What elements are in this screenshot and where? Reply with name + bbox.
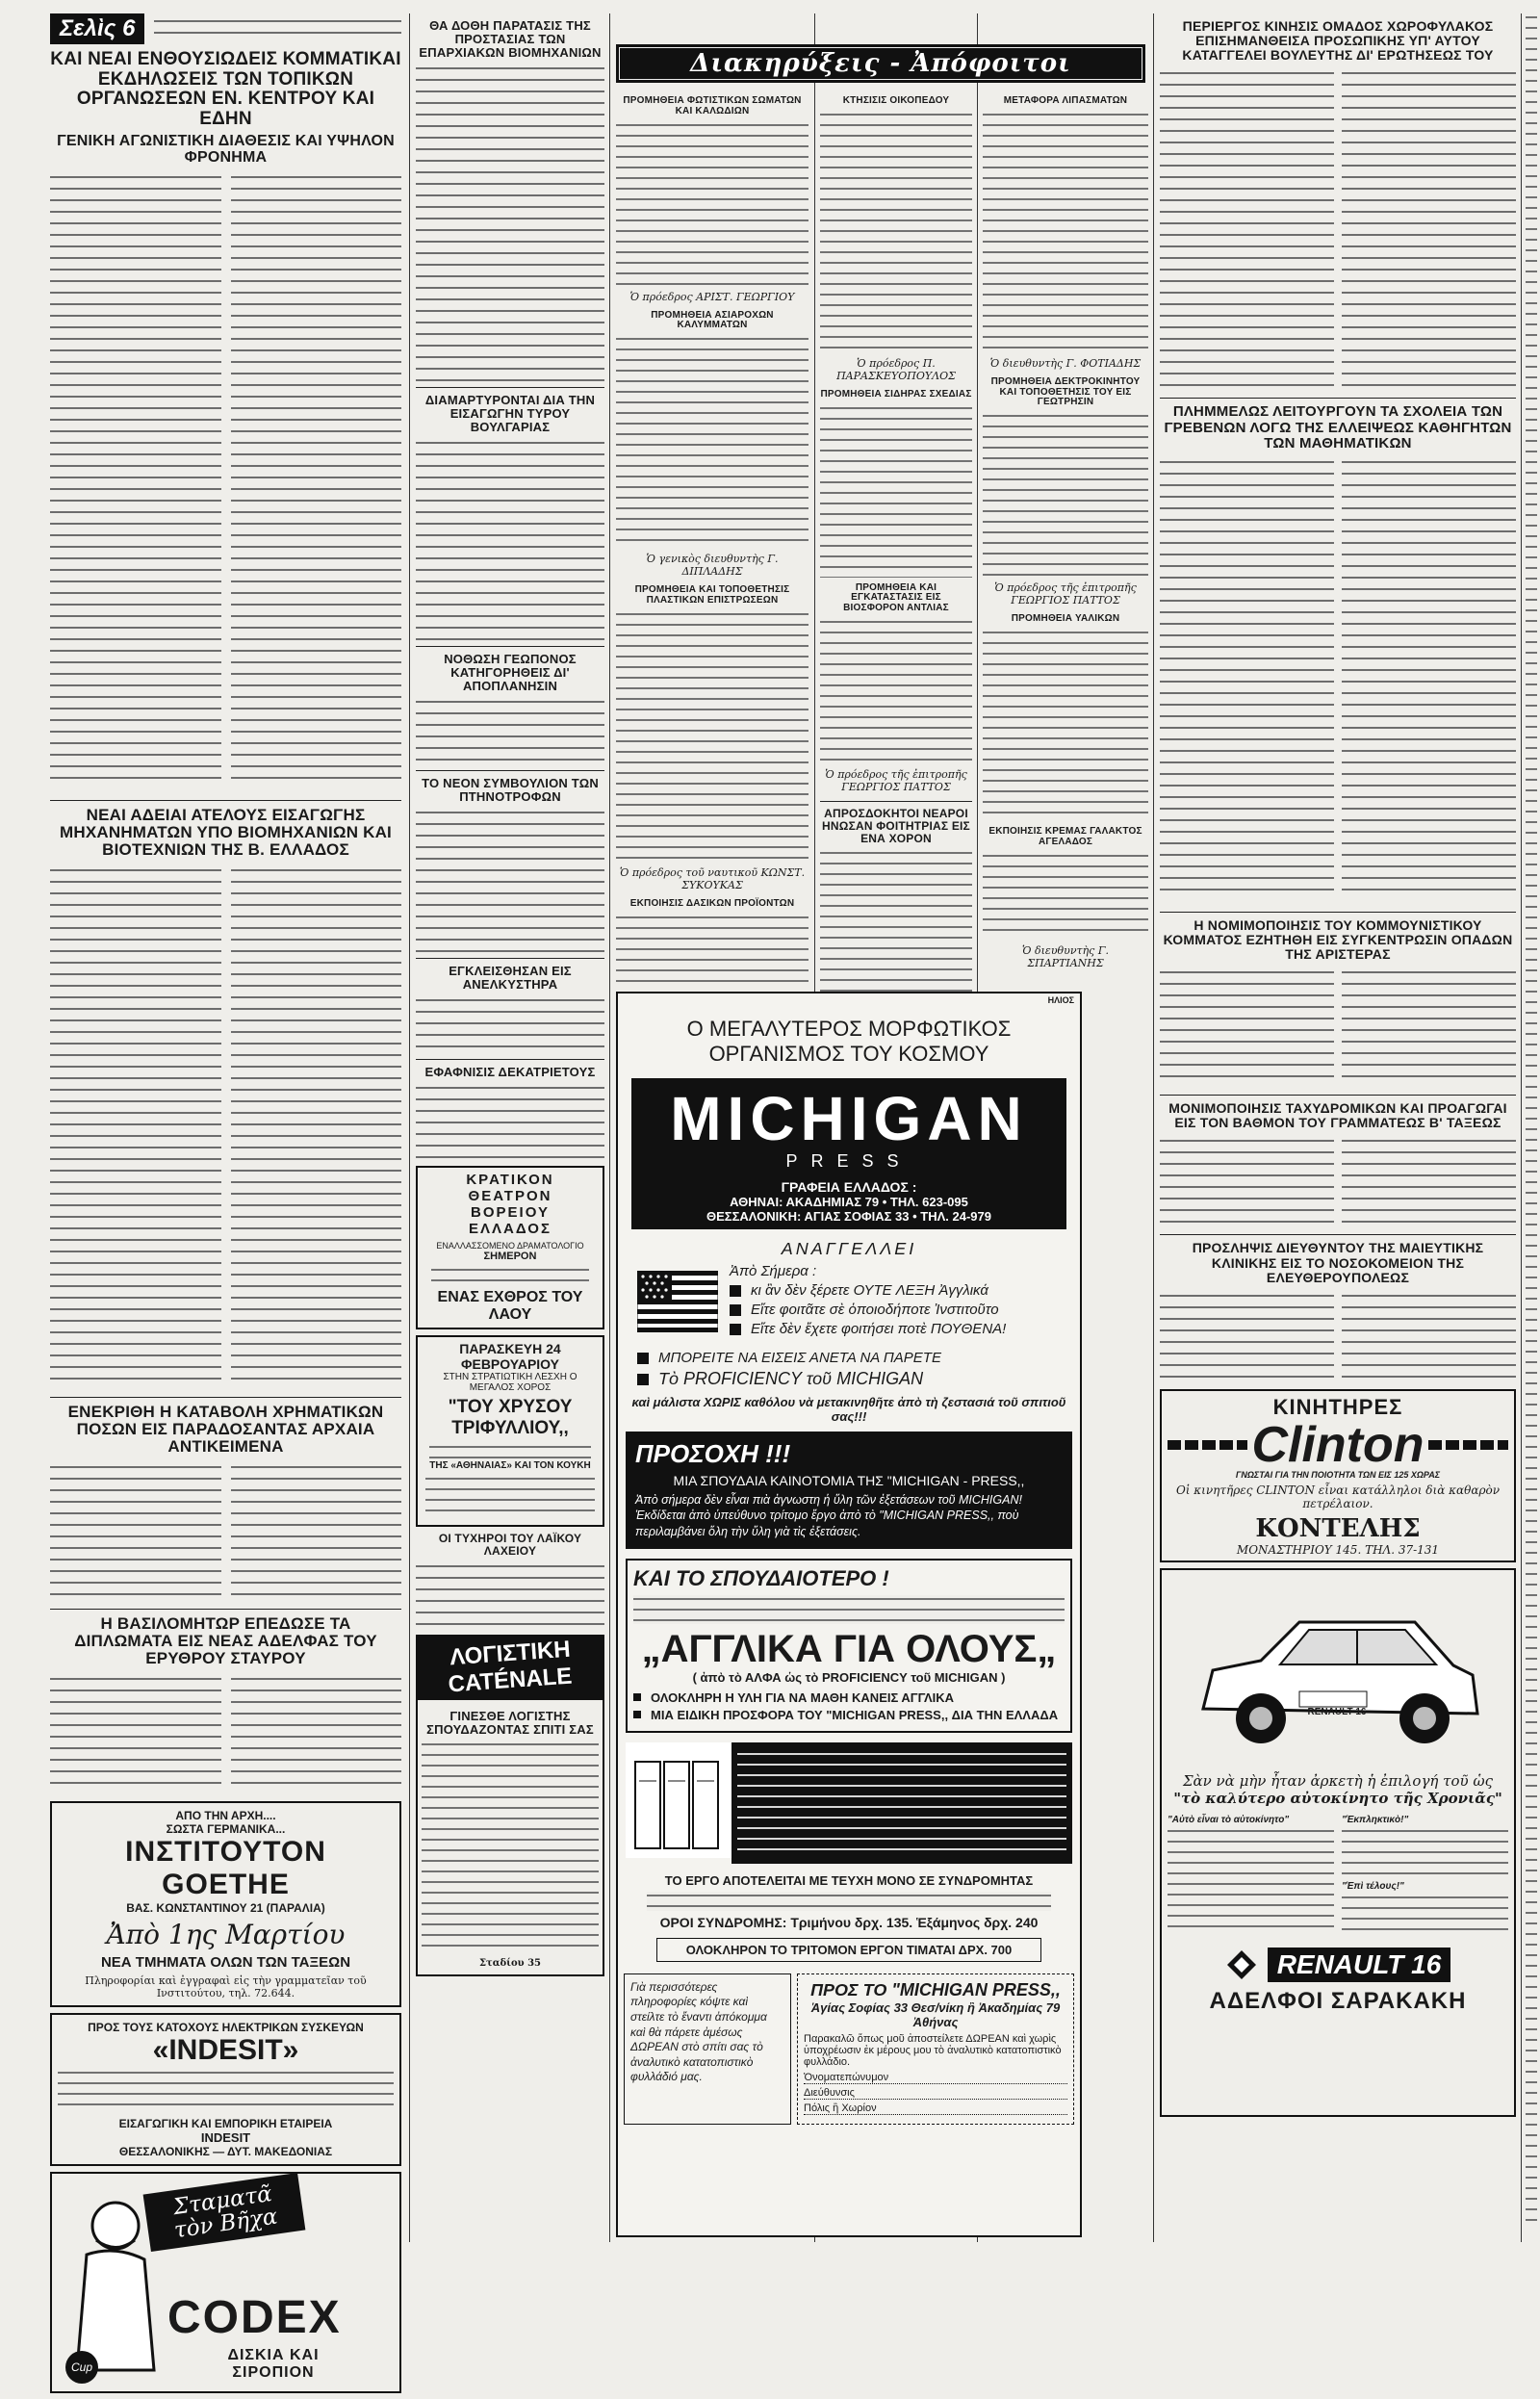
ad-agency-tag: ΗΛΙΟΣ [1047,995,1074,1005]
banner-title: Διακηρύξεις - Ἀπόφοιτοι [690,49,1071,78]
michigan-brand: MICHIGAN [670,1084,1028,1153]
clinton-top: ΚΙΝΗΤΗΡΕΣ [1272,1394,1403,1419]
michigan-logo-block [631,1078,1066,1229]
theater-l2: ΘΕΑΤΡΟΝ [468,1188,552,1205]
michigan-lead-2: ΟΡΓΑΝΙΣΜΟΣ ΤΟΥ ΚΟΣΜΟΥ [708,1042,989,1066]
renault-slogan-1: Σὰν νὰ μὴν ἦταν ἀρκετὴ ἡ ἐπιλογή τοῦ ὡς [1182,1771,1494,1790]
signature-1: Ὁ πρόεδρος ΑΡΙΣΤ. ΓΕΩΡΓΙΟΥ [629,290,795,303]
michigan-from: Ἀπὸ Σήμερα : [730,1263,817,1279]
michigan-attention: ΠΡΟΣΟΧΗ !!! [635,1439,791,1468]
clinton-address: ΜΟΝΑΣΤΗΡΙΟΥ 145. ΤΗΛ. 37-131 [1236,1542,1440,1557]
headline-elevator: ΕΓΚΛΕΙΣΘΗΣΑΝ ΕΙΣ ΑΝΕΛΚΥΣΤΗΡΑ [449,964,572,993]
renault-diamond-icon [1225,1948,1258,1981]
headline-bulgarian-cheese: ΔΙΑΜΑΡΤΥΡΟΝΤΑΙ ΔΙΑ ΤΗΝ ΕΙΣΑΓΩΓΗΝ ΤΥΡΟΥ ΒΟΥΛΓΑΡΙΑΣ [424,393,596,435]
clinton-tag: ΓΝΩΣΤΑΙ ΓΙΑ ΤΗΝ ΠΟΙΟΤΗΤΑ ΤΩΝ ΕΙΣ 125 ΧΩΡΑΣ [1235,1469,1441,1480]
subhead-fighting-spirit: ΓΕΝΙΚΗ ΑΓΩΝΙΣΤΙΚΗ ΔΙΑΘΕΣΙΣ ΚΑΙ ΥΨΗΛΟΝ ΦΡΟΝΗΜΑ [57,133,395,167]
headline-machinery-imports: ΝΕΑΙ ΑΔΕΙΑΙ ΑΤΕΛΟΥΣ ΕΙΣΑΓΩΓΗΣ ΜΗΧΑΝΗΜΑΤΩΝ ΥΠΟ ΒΙΟΜΗΧΑΝΙΩΝ ΚΑΙ ΒΙΟΤΕΧΝΙΩΝ ΤΗΣ Β. ΕΛΛΑΔΟΣ [60,805,392,860]
signature-7: Ὁ πρόεδρος τῆς ἐπιτροπῆς ΓΕΩΡΓΙΟΣ ΠΑΤΤΟΣ [994,581,1137,607]
renault-press-2: "Ἐκπληκτικὸ!" [1342,1814,1409,1825]
signature-6: Ὁ διευθυντὴς Γ. ΦΟΤΙΑΔΗΣ [989,356,1142,370]
codex-product: ΔΙΣΚΙΑ ΚΑΙ ΣΙΡΟΠΙΟΝ [227,2346,320,2381]
indesit-firm: ΕΙΣΑΓΩΓΙΚΗ ΚΑΙ ΕΜΠΟΡΙΚΗ ΕΤΑΙΡΕΙΑ [118,2116,333,2130]
catenale-ad [416,1635,604,1700]
codex-ad [50,2172,401,2393]
indesit-firm2: INDESIT [200,2129,251,2145]
catenale-l1: ΛΟΓΙΣΤΙΚΗ [449,1636,572,1671]
signature-8: Ὁ διευθυντὴς Γ. ΣΠΑΡΤΙΑΝΗΣ [1022,943,1109,969]
goethe-institute-ad [50,1801,401,2007]
indesit-top: ΠΡΟΣ ΤΟΥΣ ΚΑΤΟΧΟΥΣ ΗΛΕΚΤΡΙΚΩΝ ΣΥΣΚΕΥΩΝ [88,2020,364,2034]
headline-provincial-industries: ΘΑ ΔΟΘΗ ΠΑΡΑΤΑΣΙΣ ΤΗΣ ΠΡΟΣΤΑΣΙΑΣ ΤΩΝ ΕΠΑΡΧΙΑΚΩΝ ΒΙΟΜΗΧΑΝΙΩΝ [419,18,602,61]
michigan-full-price: ΟΛΟΚΛΗΡΟΝ ΤΟ ΤΡΙΤΟΜΟΝ ΕΡΓΟΝ ΤΙΜΑΤΑΙ ΔΡΧ. 700 [656,1938,1041,1962]
codex-maker: Cup [65,2351,98,2384]
clinton-dealer: ΚΟΝΤΕΛΗΣ [1255,1513,1421,1543]
michigan-bullet-3: Εἴτε δὲν ἔχετε φοιτήσει ποτὲ ΠΟΥΘΕΝΑ! [751,1321,1007,1337]
goethe-info: Πληροφορίαι καὶ ἐγγραφαὶ εἰς τὴν γραμματεῖαν τοῦ Ινστιτούτου, τηλ. 72.644. [85,1973,367,1999]
notice-pump: ΠΡΟΜΗΘΕΙΑ ΚΑΙ ΕΓΚΑΤΑΣΤΑΣΙΣ ΕΙΣ ΒΙΟΣΦΟΡΟΝ ΑΝΤΛΙΑΣ [843,581,949,614]
theater-play: ΕΝΑΣ ΕΧΘΡΟΣ ΤΟΥ ΛΑΟΥ [437,1289,583,1324]
column-5 [983,90,1148,977]
headline-agronomist: ΝΟΘΩΣΗ ΓΕΩΠΟΝΟΣ ΚΑΤΗΓΟΡΗΘΕΙΣ ΔΙ' ΑΠΟΠΛΑΝΗΣΙΝ [444,652,577,694]
michigan-title-sub: ( ἀπὸ τὸ ΑΛΦΑ ὡς τὸ PROFICIENCY τοῦ MICHIGAN ) [692,1669,1006,1685]
theater-ad [416,1166,604,1329]
signature-3: Ὁ πρόεδρος τοῦ ναυτικοῦ ΚΩΝΣΤ. ΣΥΚΟΥΚΑΣ [619,865,806,891]
catenale-l2: CATÉNALE [447,1663,574,1698]
page-header [50,13,401,44]
figure-illustration [58,2187,164,2380]
michigan-athens: ΑΘΗΝΑΙ: ΑΚΑΔΗΜΙΑΣ 79 • ΤΗΛ. 623-095 [730,1195,968,1209]
headline-party-events: ΚΑΙ ΝΕΑΙ ΕΝΘΟΥΣΙΩΔΕΙΣ ΚΟΜΜΑΤΙΚΑΙ ΕΚΔΗΛΩΣΕΙΣ ΤΩΝ ΤΟΠΙΚΩΝ ΟΡΓΑΝΩΣΕΩΝ ΕΝ. ΚΕΝΤΡΟΥ ΚΑΙ ΕΔΗΝ [50,49,401,129]
headline-students-dance: ΑΠΡΟΣΔΟΚΗΤΟΙ ΝΕΑΡΟΙ ΗΝΩΣΑΝ ΦΟΙΤΗΤΡΙΑΣ ΕΙΣ ΕΝΑ ΧΟΡΟΝ [822,806,970,845]
michigan-lead-1: Ο ΜΕΓΑΛΥΤΕΡΟΣ ΜΟΡΦΩΤΙΚΟΣ [686,1017,1012,1041]
dance-ad [416,1335,604,1527]
headline-maternity: ΠΡΟΣΛΗΨΙΣ ΔΙΕΥΘΥΝΤΟΥ ΤΗΣ ΜΑΙΕΥΤΙΚΗΣ ΚΛΙΝΙΚΗΣ ΕΙΣ ΤΟ ΝΟΣΟΚΟΜΕΙΟΝ ΤΗΣ ΕΛΕΥΘΕΡΟΥΠΟΛΕΩΣ [1192,1240,1484,1285]
michigan-offer-block [626,1559,1072,1733]
headline-postal: ΜΟΝΙΜΟΠΟΙΗΣΙΣ ΤΑΧΥΔΡΟΜΙΚΩΝ ΚΑΙ ΠΡΟΑΓΩΓΑΙ ΕΙΣ ΤΟΝ ΒΑΘΜΟΝ ΤΟΥ ΓΡΑΜΜΑΤΕΩΣ Β' ΤΑΞΕΩΣ [1168,1100,1507,1131]
headline-lottery: ΟΙ ΤΥΧΗΡΟΙ ΤΟΥ ΛΑΪΚΟΥ ΛΑΧΕΙΟΥ [438,1532,582,1559]
announcements-banner [616,44,1145,83]
theater-l3: ΒΟΡΕΙΟΥ [471,1204,550,1222]
catenale-l3: ΓΙΝΕΣΘΕ ΛΟΓΙΣΤΗΣ ΣΠΟΥΔΑΖΟΝΤΑΣ ΣΠΙΤΙ ΣΑΣ [426,1709,594,1738]
michigan-subscribers: ΤΟ ΕΡΓΟ ΑΠΟΤΕΛΕΙΤΑΙ ΜΕ ΤΕΥΧΗ ΜΟΝΟ ΣΕ ΣΥΝΔΡΟΜΗΤΑΣ [664,1872,1034,1888]
column-1 [50,13,401,2399]
michigan-thessaloniki: ΘΕΣΣΑΛΟΝΙΚΗ: ΑΓΙΑΣ ΣΟΦΙΑΣ 33 • ΤΗΛ. 24-979 [706,1209,991,1224]
notice-forest: ΕΚΠΟΙΗΣΙΣ ΔΑΣΙΚΩΝ ΠΡΟΪΟΝΤΩΝ [629,897,795,909]
headline-poultry-council: ΤΟ ΝΕΟΝ ΣΥΜΒΟΥΛΙΟΝ ΤΩΝ ΠΤΗΝΟΤΡΟΦΩΝ [422,776,599,805]
goethe-classes: ΝΕΑ ΤΜΗΜΑΤΑ ΟΛΩΝ ΤΩΝ ΤΑΞΕΩΝ [100,1953,351,1971]
column-3 [616,90,808,996]
notice-lighting: ΠΡΟΜΗΘΕΙΑ ΦΩΤΙΣΤΙΚΩΝ ΣΩΜΑΤΩΝ ΚΑΙ ΚΑΛΩΔΙΩΝ [623,95,802,116]
theater-l5: ΕΝΑΛΛΑΣΣΟΜΕΝΟ ΔΡΑΜΑΤΟΛΟΓΙΟ [436,1241,584,1251]
codex-slogan: Σταματᾶ τὸν Βῆχα [143,2173,306,2252]
car-plate: RENAULT 16 [1307,1706,1367,1717]
renault-press-1: "Αὐτὸ εἶναι τὸ αὐτοκίνητο" [1168,1814,1290,1825]
notice-plastic: ΠΡΟΜΗΘΕΙΑ ΚΑΙ ΤΟΠΟΘΕΤΗΣΙΣ ΠΛΑΣΤΙΚΩΝ ΕΠΙΣΤΡΩΣΕΩΝ [634,584,790,606]
notice-covers: ΠΡΟΜΗΘΕΙΑ ΑΣΙΑΡΟΧΩΝ ΚΑΛΥΜΜΑΤΩΝ [651,309,774,331]
michigan-announce: ΑΝΑΓΓΕΛΛΕΙ [781,1239,917,1258]
michigan-offices: ΓΡΑΦΕΙΑ ΕΛΛΑΔΟΣ : [781,1179,917,1195]
coupon-field-address[interactable]: Διεύθυνσις [804,2087,1067,2100]
notice-plot: ΚΤΗΣΙΣΙΣ ΟΙΚΟΠΕΔΟΥ [842,95,950,106]
headline-red-cross: Η ΒΑΣΙΛΟΜΗΤΩΡ ΕΠΕΔΩΣΕ ΤΑ ΔΙΠΛΩΜΑΤΑ ΕΙΣ ΝΕΑΣ ΑΔΕΛΦΑΣ ΤΟΥ ΕΡΥΘΡΟΥ ΣΤΑΥΡΟΥ [74,1613,377,1668]
michigan-bullet-4: ΜΠΟΡΕΙΤΕ ΝΑ ΕΙΣΕΙΣ ΑΝΕΤΑ ΝΑ ΠΑΡΕΤΕ [658,1350,941,1366]
catenale-foot: Σταδίου 35 [478,1958,541,1970]
michigan-books-block [626,1742,1072,1864]
adjacent-page-edge [1526,13,1537,2242]
theater-l6: ΣΗΜΕΡΟΝ [483,1251,537,1263]
column-6 [1160,13,1516,2123]
renault-dealer: ΑΔΕΛΦΟΙ ΣΑΡΑΚΑΚΗ [1209,1987,1467,2014]
indesit-region: ΘΕΣΣΑΛΟΝΙΚΗΣ — ΔΥΤ. ΜΑΚΕΔΟΝΙΑΣ [118,2144,333,2158]
goethe-sub: ΣΩΣΤΑ ΓΕΡΜΑΝΙΚΑ... [166,1821,286,1836]
column-2 [416,13,604,1976]
michigan-attention-2: ΜΙΑ ΣΠΟΥΔΑΙΑ ΚΑΙΝΟΤΟΜΙΑ ΤΗΣ "MICHIGAN - PRESS,, [673,1473,1025,1488]
coupon-address: Ἁγίας Σοφίας 33 Θεσ/νίκη ἢ Ἀκαδημίας 79 Ἀθήνας [810,1999,1061,2029]
clinton-line: Οἱ κινητῆρες CLINTON εἶναι κατάλληλοι διὰ καθαρὸν πετρέλαιον. [1175,1483,1501,1510]
section-label: Σελὶς 6 [50,13,144,44]
renault-press-3: "Ἐπὶ τέλους!" [1342,1880,1404,1892]
headline-gendarmerie: ΠΕΡΙΕΡΓΟΣ ΚΙΝΗΣΙΣ ΟΜΑΔΟΣ ΧΩΡΟΦΥΛΑΚΟΣ ΕΠΙΣΗΜΑΝΘΕΙΣΑ ΠΡΟΣΩΠΙΚΗΣ ΥΠ' ΑΥΤΟΥ ΚΑΤΑΓΓΕΛΕΙ ΒΟΥΛΕΥΤΗΣ ΔΙ' ΕΡΩΤΗΣΕΩΣ ΤΟΥ [1182,18,1494,64]
notice-iron: ΠΡΟΜΗΘΕΙΑ ΣΙΔΗΡΑΣ ΣΧΕΔΙΑΣ [820,388,972,400]
michigan-coupon-left: Γιὰ περισσότερες πληροφορίες κόψτε καὶ στείλτε τὸ ἔναντι ἀπόκομμα καὶ θὰ πάρετε ἀμέσως ΔΩΡΕΑΝ στὸ σπίτι σας τὸ ἀναλυτικὸ κατατοπιστικὸ φυλλάδιό μας. [624,1973,791,2125]
michigan-attention-block [626,1432,1072,1549]
codex-brand: CODEX [167,2291,342,2343]
indesit-name: «INDESIT» [152,2033,299,2066]
headline-grevena-schools: ΠΛΗΜΜΕΛΩΣ ΛΕΙΤΟΥΡΓΟΥΝ ΤΑ ΣΧΟΛΕΙΑ ΤΩΝ ΓΡΕΒΕΝΩΝ ΛΟΓΩ ΤΗΣ ΕΛΛΕΙΨΕΩΣ ΚΑΘΗΓΗΤΩΝ ΤΩΝ ΜΑΘΗΜΑΤΙΚΩΝ [1164,403,1512,451]
coupon-request: Παρακαλῶ ὅπως μοῦ ἀποστείλετε ΔΩΡΕΑΝ καὶ χωρὶς ὑποχρέωσιν ἐκ μέρους μου τὸ ἀναλυτικὸ κατατοπιστικὸ φυλλάδιο. [804,2032,1062,2068]
michigan-bullet-6: καὶ μάλιστα ΧΩΡΙΣ καθόλου νὰ μετακινηθῆτε ἀπὸ τὴ ζεστασιά τοῦ σπιτιοῦ σας!!! [631,1395,1066,1424]
theater-l1: ΚΡΑΤΙΚΟΝ [466,1172,554,1189]
notice-fertilizers: ΜΕΤΑΦΟΡΑ ΛΙΠΑΣΜΑΤΩΝ [1003,95,1128,106]
michigan-coupon-area [624,1973,1074,2125]
renault-brand: RENAULT 16 [1268,1948,1451,1982]
michigan-press-ad [616,992,1082,2237]
goethe-name: ΙΝΣΤΙΤΟΥΤΟΝ GOETHE [125,1835,326,1900]
signature-2: Ὁ γενικὸς διευθυντὴς Γ. ΔΙΠΛΑΔΗΣ [646,553,779,579]
column-4 [820,90,972,999]
goethe-top: ΑΠΟ ΤΗΝ ΑΡΧΗ.... [175,1808,276,1822]
catenale-body [416,1700,604,1976]
dance-title: "ΤΟΥ ΧΡΥΣΟΥ ΤΡΙΦΥΛΛΙΟΥ,, [448,1397,573,1439]
notice-glassware: ΠΡΟΜΗΘΕΙΑ ΥΑΛΙΚΩΝ [1011,613,1120,625]
coupon-field-city[interactable]: Πόλις ἢ Χωρίον [804,2102,1067,2115]
dance-day: ΠΑΡΑΣΚΕΥΗ 24 ΦΕΒΡΟΥΑΡΙΟΥ [459,1341,561,1373]
goethe-date: Ἀπὸ 1ης Μαρτίου [106,1918,346,1950]
notice-cream: ΕΚΠΟΙΗΣΙΣ ΚΡΕΜΑΣ ΓΑΛΑΚΤΟΣ ΑΓΕΛΑΔΟΣ [988,825,1142,847]
books-icon [626,1742,732,1858]
signature-4: Ὁ πρόεδρος Π. ΠΑΡΑΣΚΕΥΟΠΟΥΛΟΣ [836,356,956,382]
michigan-terms: ΟΡΟΙ ΣΥΝΔΡΟΜΗΣ: Τριμήνου δρχ. 135. Ἑξάμηνος δρχ. 240 [659,1914,1039,1930]
clinton-ad [1160,1389,1516,1562]
michigan-bullet-5: Τὸ PROFICIENCY τοῦ MICHIGAN [658,1369,924,1388]
us-flag-icon [637,1271,718,1332]
headline-missing-teen: ΕΦΑΦΝΙΣΙΣ ΔΕΚΑΤΡΙΕΤΟΥΣ [424,1065,596,1080]
theater-l4: ΕΛΛΑΔΟΣ [469,1221,552,1238]
michigan-title: „ΑΓΓΛΙΚΑ ΓΙΑ ΟΛΟΥΣ„ [641,1627,1057,1670]
renault-ad [1160,1568,1516,2117]
notice-electric-motor: ΠΡΟΜΗΘΕΙΑ ΔΕΚΤΡΟΚΙΝΗΤΟΥ ΚΑΙ ΤΟΠΟΘΕΤΗΣΙΣ ΤΟΥ ΕΙΣ ΓΕΩΤΡΗΣΙΝ [990,375,1141,408]
coupon-field-name[interactable]: Ὀνοματεπώνυμον [804,2072,1067,2084]
signature-5: Ὁ πρόεδρος τῆς ἐπιτροπῆς ΓΕΩΡΓΙΟΣ ΠΑΤΤΟΣ [825,767,967,793]
headline-communist-party: Η ΝΟΜΙΜΟΠΟΙΗΣΙΣ ΤΟΥ ΚΟΜΜΟΥΝΙΣΤΙΚΟΥ ΚΟΜΜΑΤΟΣ ΕΖΗΤΗΘΗ ΕΙΣ ΣΥΓΚΕΝΤΡΩΣΙΝ ΟΠΑΔΩΝ ΤΗΣ ΑΡΙΣΤΕΡΑΣ [1163,916,1513,963]
indesit-ad [50,2013,401,2166]
michigan-press-word: PRESS [785,1151,912,1171]
car-illustration [1184,1584,1492,1767]
headline-antiquities: ΕΝΕΚΡΙΘΗ Η ΚΑΤΑΒΟΛΗ ΧΡΗΜΑΤΙΚΩΝ ΠΟΣΩΝ ΕΙΣ ΠΑΡΑΔΟΣΑΝΤΑΣ ΑΡΧΑΙΑ ΑΝΤΙΚΕΙΜΕΝΑ [67,1402,384,1457]
michigan-check-2: ΜΙΑ ΕΙΔΙΚΗ ΠΡΟΣΦΟΡΑ ΤΟΥ "MICHIGAN PRESS,, ΔΙΑ ΤΗΝ ΕΛΛΑΔΑ [651,1707,1059,1722]
michigan-check-1: ΟΛΟΚΛΗΡΗ Η ΥΛΗ ΓΙΑ ΝΑ ΜΑΘΗ ΚΑΝΕΙΣ ΑΓΓΛΙΚΑ [651,1690,955,1705]
dance-host: ΤΗΣ «ΑΘΗΝΑΙΑΣ» ΚΑΙ ΤΟΝ ΚΟΥΚΗ [429,1460,591,1472]
michigan-attention-3: Ἀπὸ σήμερα δὲν εἶναι πιὰ ἀγνωστη ἡ ὕλη τῶν ἐξετάσεων τοῦ MICHIGAN! Ἐκδίδεται ἀπὸ ὑπεύθυνο τρίτομο ἔργο ἀπὸ τὸ "MICHIGAN PRESS,, ποὺ περιλαμβάνει ὅλη τὴν ὕλη γιὰ τὶς ἐξετάσεις. [635,1493,1022,1538]
clinton-brand: Clinton [1251,1416,1424,1473]
renault-slogan-2: "τὸ καλύτερο αὐτοκίνητο τῆς Χρονιᾶς" [1173,1789,1502,1807]
michigan-coupon[interactable] [797,1973,1074,2125]
coupon-to: ΠΡΟΣ ΤΟ "MICHIGAN PRESS,, [810,1979,1061,1999]
michigan-more: ΚΑΙ ΤΟ ΣΠΟΥΔΑΙΟΤΕΡΟ ! [633,1565,889,1590]
michigan-bullet-1: κι ἂν δὲν ξέρετε ΟΥΤΕ ΛΕΞΗ Ἀγγλικά [751,1282,988,1299]
dance-venue: ΣΤΗΝ ΣΤΡΑΤΙΩΤΙΚΗ ΛΕΣΧΗ Ο ΜΕΓΑΛΟΣ ΧΟΡΟΣ [443,1372,578,1394]
michigan-bullet-2: Εἴτε φοιτᾶτε σὲ ὁποιοδήποτε Ἰνστιτοῦτο [751,1302,999,1318]
goethe-address: ΒΑΣ. ΚΩΝΣΤΑΝΤΙΝΟΥ 21 (ΠΑΡΑΛΙΑ) [126,1900,325,1915]
